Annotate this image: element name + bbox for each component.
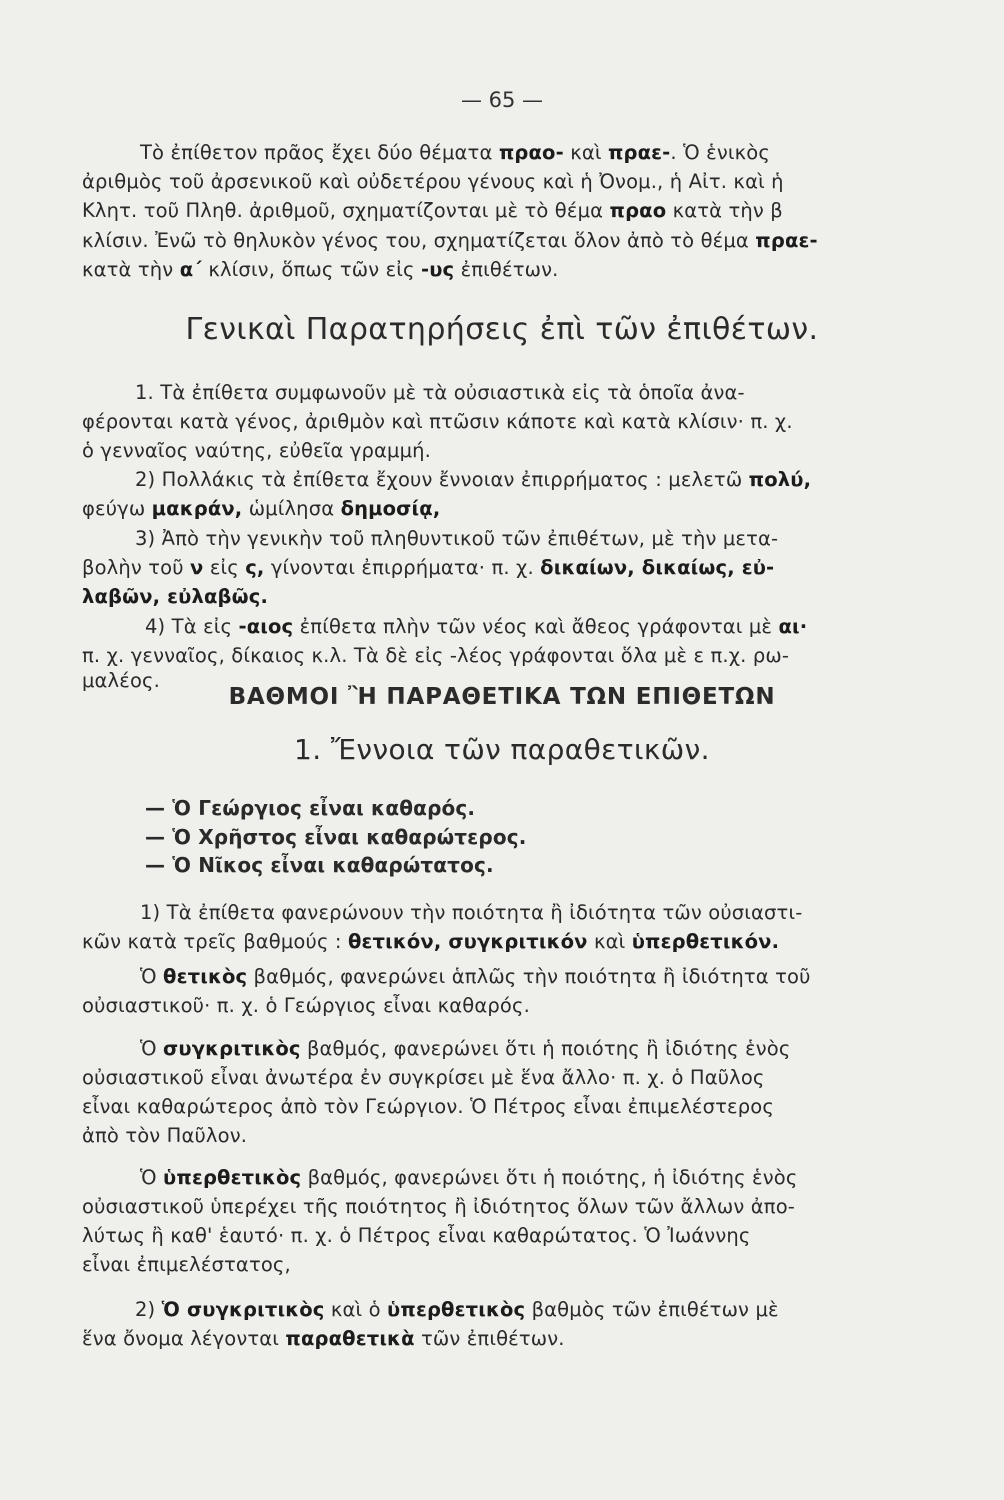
comparative-line-4: ἀπὸ τὸν Παῦλον. (82, 1124, 248, 1147)
positive-line-2: οὐσιαστικοῦ· π. χ. ὁ Γεώργιος εἶναι καθαρός. (82, 994, 530, 1017)
intro-line-2: ἀριθμὸς τοῦ ἀρσενικοῦ καὶ οὐδετέρου γένους καὶ ἡ Ὀνομ., ἡ Αἰτ. καὶ ἡ (82, 170, 784, 193)
comparative-line-1: Ὁ συγκριτικὸς βαθμός, φανερώνει ὅτι ἡ ποιότης ἢ ἰδιότης ἑνὸς (140, 1037, 791, 1060)
comparative-line-3: εἶναι καθαρώτερος ἀπὸ τὸν Γεώργιον. Ὁ Πέτρος εἶναι ἐπιμελέστερος (82, 1095, 774, 1118)
remark-3-line-2: βολὴν τοῦ ν εἰς ς, γίνονται ἐπιρρήματα· π. χ. δικαίων, δικαίως, εὐ- (82, 556, 775, 579)
remark-1-line-3: ὁ γενναῖος ναύτης, εὐθεῖα γραμμή. (82, 439, 432, 462)
positive-line-1: Ὁ θετικὸς βαθμός, φανερώνει ἁπλῶς τὴν ποιότητα ἢ ἰδιότητα τοῦ (140, 965, 811, 988)
heading-degrees: ΒΑΘΜΟΙ Ἢ ΠΑΡΑΘΕΤΙΚΑ ΤΩΝ ΕΠΙΘΕΤΩΝ (228, 684, 776, 710)
remark-1-line-2: φέρονται κατὰ γένος, ἀριθμὸν καὶ πτῶσιν κάποτε καὶ κατὰ κλίσιν· π. χ. (82, 410, 793, 433)
page-number: — 65 — (460, 88, 544, 112)
remark-3-line-1: 3) Ἀπὸ τὴν γενικὴν τοῦ πληθυντικοῦ τῶν ἐπιθέτων, μὲ τὴν μετα- (135, 527, 779, 550)
degrees-p1-line-1: 1) Τὰ ἐπίθετα φανερώνουν τὴν ποιότητα ἢ ἰδιότητα τῶν οὐσιαστι- (140, 901, 803, 924)
heading-general-remarks: Γενικαὶ Παρατηρήσεις ἐπὶ τῶν ἐπιθέτων. (185, 312, 819, 347)
remark-2-line-1: 2) Πολλάκις τὰ ἐπίθετα ἔχουν ἔννοιαν ἐπιρρήματος : μελετῶ πολύ, (135, 468, 812, 491)
intro-line-5: κατὰ τὴν α΄ κλίσιν, ὅπως τῶν εἰς -υς ἐπιθέτων. (82, 258, 559, 281)
comparative-line-2: οὐσιαστικοῦ εἶναι ἀνωτέρα ἐν συγκρίσει μὲ ἕνα ἄλλο· π. χ. ὁ Παῦλος (82, 1066, 765, 1089)
degrees-p2-line-2: ἕνα ὄνομα λέγονται παραθετικὰ τῶν ἐπιθέτων. (82, 1327, 565, 1350)
remark-2-line-2: φεύγω μακράν, ὡμίλησα δημοσίᾳ, (82, 497, 441, 520)
example-2: — Ὁ Χρῆστος εἶναι καθαρώτερος. (145, 825, 527, 849)
superlative-line-4: εἶναι ἐπιμελέστατος, (82, 1253, 291, 1276)
intro-line-4: κλίσιν. Ἐνῶ τὸ θηλυκὸν γένος του, σχηματίζεται ὅλον ἀπὸ τὸ θέμα πραε- (82, 229, 818, 252)
intro-line-1: Τὸ ἐπίθετον πρᾶος ἔχει δύο θέματα πραο- καὶ πραε-. Ὁ ἑνικὸς (140, 141, 770, 164)
remark-4-line-3: μαλέος. (82, 669, 160, 692)
intro-line-3: Κλητ. τοῦ Πληθ. ἀριθμοῦ, σχηματίζονται μὲ τὸ θέμα πραο κατὰ τὴν β (82, 199, 783, 222)
remark-3-line-3: λαβῶν, εὐλαβῶς. (82, 585, 269, 608)
degrees-p2-line-1: 2) Ὁ συγκριτικὸς καὶ ὁ ὑπερθετικὸς βαθμὸς τῶν ἐπιθέτων μὲ (135, 1298, 779, 1321)
superlative-line-2: οὐσιαστικοῦ ὑπερέχει τῆς ποιότητος ἢ ἰδιότητος ὅλων τῶν ἄλλων ἀπο- (82, 1195, 795, 1218)
remark-1-line-1: 1. Τὰ ἐπίθετα συμφωνοῦν μὲ τὰ οὐσιαστικὰ εἰς τὰ ὁποῖα ἀνα- (135, 381, 745, 404)
heading-concept: 1. Ἔννοια τῶν παραθετικῶν. (294, 733, 710, 766)
superlative-line-1: Ὁ ὑπερθετικὸς βαθμός, φανερώνει ὅτι ἡ ποιότης, ἡ ἰδιότης ἑνὸς (140, 1166, 798, 1189)
remark-4-line-1: 4) Τὰ εἰς -αιος ἐπίθετα πλὴν τῶν νέος καὶ ἄθεος γράφονται μὲ αι· (145, 615, 808, 638)
remark-4-line-2: π. χ. γενναῖος, δίκαιος κ.λ. Τὰ δὲ εἰς -λέος γράφονται ὅλα μὲ ε π.χ. ρω- (82, 644, 790, 667)
example-1: — Ὁ Γεώργιος εἶναι καθαρός. (145, 796, 476, 820)
degrees-p1-line-2: κῶν κατὰ τρεῖς βαθμούς : θετικόν, συγκριτικόν καὶ ὑπερθετικόν. (82, 930, 780, 953)
superlative-line-3: λύτως ἢ καθ' ἑαυτό· π. χ. ὁ Πέτρος εἶναι καθαρώτατος. Ὁ Ἰωάννης (82, 1224, 751, 1247)
example-3: — Ὁ Νῖκος εἶναι καθαρώτατος. (145, 853, 494, 877)
